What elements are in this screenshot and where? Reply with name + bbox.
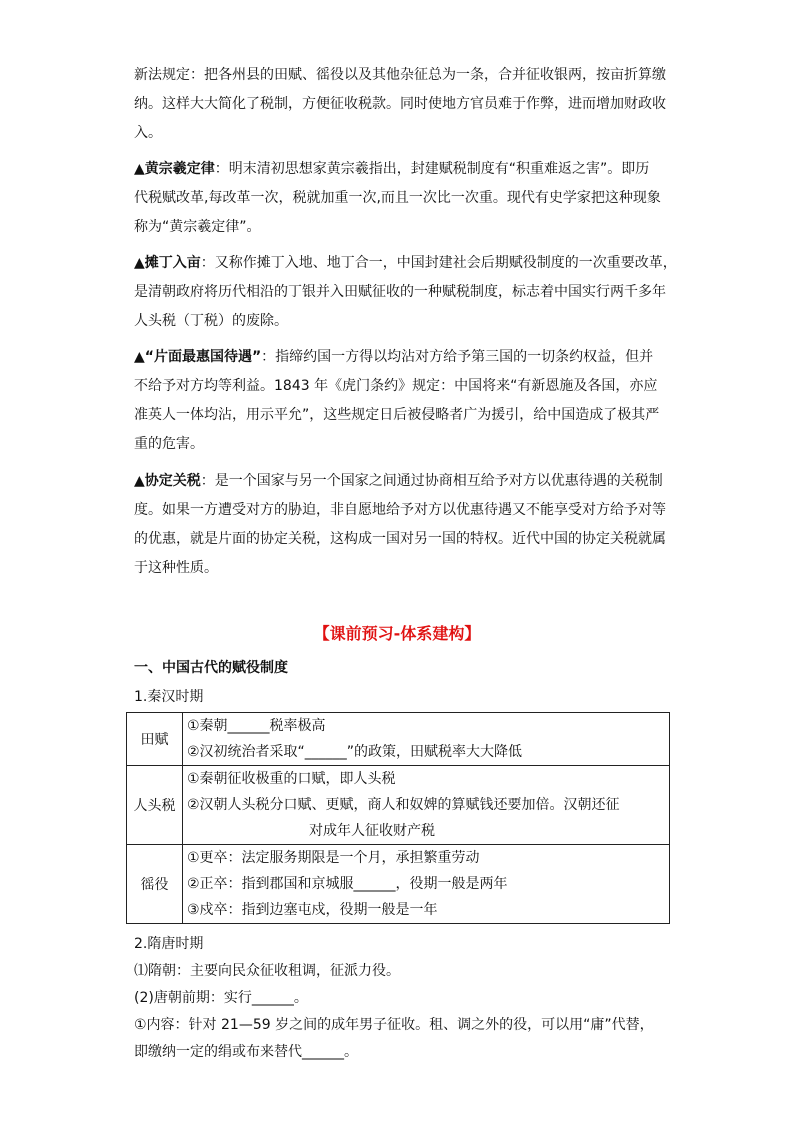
term-label: ▲“片面最惠国待遇” (134, 349, 262, 365)
text-line: 即缴纳一定的绢或布来替代______。 (134, 1044, 358, 1060)
text-line: 于这种性质。 (134, 560, 218, 576)
text-line: 新法规定：把各州县的田赋、徭役以及其他杂征总为一条，合并征收银两，按亩折算缴 (134, 67, 666, 83)
text-line: 的优惠，就是片面的协定关税，这构成一国对另一国的特权。近代中国的协定关税就属 (134, 531, 666, 547)
text-line: 人头税（丁税）的废除。 (134, 313, 288, 329)
heading-ancient-tax-system: 一、中国古代的赋役制度 (134, 660, 288, 676)
definition-agreed-tariff (134, 467, 666, 583)
text-line: ：明末清初思想家黄宗羲指出，封建赋税制度有“积重难返之害”。即历 (214, 161, 650, 177)
cell-line: ②汉朝人头税分口赋、更赋，商人和奴婢的算赋钱还要加倍。汉朝还征 (187, 797, 620, 813)
row-header: 徭役 (127, 845, 183, 924)
subheading-qin-han: 1.秦汉时期 (134, 689, 204, 705)
table-row (127, 845, 670, 924)
cell-line: ①秦朝______税率极高 (187, 718, 326, 734)
text-line: (2)唐朝前期：实行______。 (134, 990, 308, 1006)
cell-line: ②汉初统治者采取“______”的政策，田赋税率大大降低 (187, 744, 523, 760)
text-line: ⑴隋朝：主要向民众征收租调，征派力役。 (134, 963, 400, 979)
text-line: 重的危害。 (134, 436, 204, 452)
term-label: ▲黄宗羲定律 (134, 161, 215, 177)
row-content (183, 713, 670, 766)
cell-line: ①更卒：法定服务期限是一个月，承担繁重劳动 (187, 850, 480, 866)
text-line: 准英人一体均沾，用示平允”，这些规定日后被侵略者广为援引，给中国造成了极其严 (134, 407, 660, 423)
text-line: 纳。这样大大简化了税制，方便征收税款。同时使地方官员难于作弊，进而增加财政收 (134, 96, 666, 112)
definition-mfn-treatment (134, 343, 662, 459)
cell-line: ②正卒：指到郡国和京城服______，役期一般是两年 (187, 876, 508, 892)
term-label: ▲协定关税 (134, 473, 201, 489)
subheading-sui-tang: 2.隋唐时期 (134, 936, 204, 952)
text-line: ：又称作摊丁入地、地丁合一，中国封建社会后期赋役制度的一次重要改革， (200, 255, 677, 271)
row-header: 人头税 (127, 766, 183, 845)
definition-tanding-rumu (134, 249, 677, 336)
text-line: ：是一个国家与另一个国家之间通过协商相互给予对方以优惠待遇的关税制 (200, 473, 663, 489)
row-content (183, 766, 670, 845)
text-line: 度。如果一方遭受对方的胁迫，非自愿地给予对方以优惠待遇又不能享受对方给予对等 (134, 502, 666, 518)
table-row (127, 766, 670, 845)
tax-system-table (126, 712, 670, 924)
text-line: 称为“黄宗羲定律”。 (134, 219, 261, 235)
text-line: 不给予对方均等利益。1843 年《虎门条约》规定：中国将来“有新恩施及各国，亦应 (134, 378, 658, 394)
definition-huang-zongxi-law (134, 155, 662, 242)
cell-line: ①秦朝征收极重的口赋，即人头税 (187, 771, 396, 787)
term-label: ▲摊丁入亩 (134, 255, 201, 271)
table-row (127, 713, 670, 766)
text-line: ①内容：针对 21—59 岁之间的成年男子征收。租、调之外的役，可以用“庸”代替， (134, 1017, 654, 1033)
text-line: 入。 (134, 125, 162, 141)
cell-line: 对成年人征收财产税 (309, 823, 435, 839)
definition-paragraph (134, 61, 666, 148)
cell-line: ③戍卒：指到边塞屯戍，役期一般是一年 (187, 902, 438, 918)
row-content (183, 845, 670, 924)
text-line: 是清朝政府将历代相沿的丁银并入田赋征收的一种赋税制度，标志着中国实行两千多年 (134, 284, 666, 300)
section-title: 【课前预习-体系建构】 (313, 624, 481, 643)
text-line: 代税赋改革,每改革一次，税就加重一次,而且一次比一次重。现代有史学家把这种现象 (134, 190, 661, 206)
row-header: 田赋 (127, 713, 183, 766)
text-line: ：指缔约国一方得以均沾对方给予第三国的一切条约权益，但并 (261, 349, 654, 365)
